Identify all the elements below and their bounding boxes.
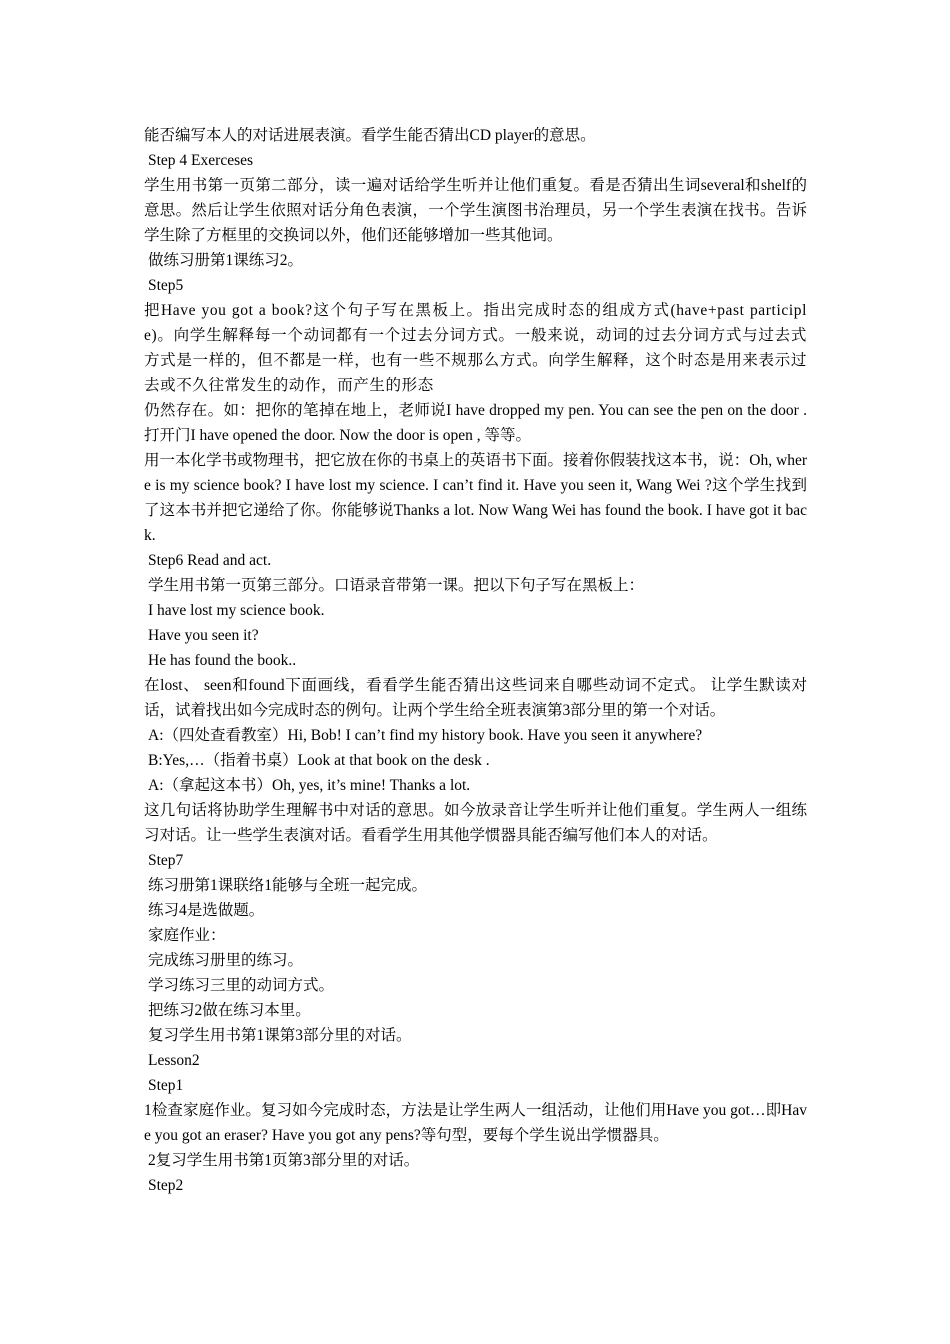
heading-step5: Step5 (148, 277, 184, 294)
homework-item-2: 学习练习三里的动词方式。 (148, 977, 335, 994)
dialogue-line-b: B:Yes,…（指着书桌）Look at that book on the desk . (148, 752, 490, 769)
heading-lesson2-step1: Step1 (148, 1077, 184, 1094)
paragraph-workbook-1: 做练习册第1课练习2。 (148, 252, 304, 269)
document-page (144, 123, 807, 1198)
sentence-3: He has found the book.. (148, 652, 297, 669)
paragraph-step6-body: 在lost、 seen和found下面画线，看看学生能否猜出这些词来自哪些动词不定式。 让学生默读对话，试着找出如今完成时态的例句。让两个学生给全班表演第3部分里的第一个对话。 (144, 677, 807, 719)
heading-step4: Step 4 Exerceses (148, 152, 254, 169)
dialogue-line-a2: A:（拿起这本书）Oh, yes, it’s mine! Thanks a lot. (148, 777, 471, 794)
heading-step7: Step7 (148, 852, 184, 869)
paragraph-1: 能否编写本人的对话进展表演。看学生能否猜出CD player的意思。 (144, 127, 596, 144)
dialogue-line-a1: A:（四处查看教室）Hi, Bob! I can’t find my history book. Have you seen it anywhere? (148, 727, 703, 744)
heading-step6: Step6 Read and act. (148, 552, 272, 569)
paragraph-step6-intro: 学生用书第一页第三部分。口语录音带第一课。把以下句子写在黑板上： (148, 577, 645, 594)
paragraph-lesson2-step1-2: 2复习学生用书第1页第3部分里的对话。 (148, 1152, 420, 1169)
heading-lesson2-step2: Step2 (148, 1177, 184, 1194)
paragraph-step6-practice: 这几句话将协助学生理解书中对话的意思。如今放录音让学生听并让他们重复。学生两人一组练习对话。让一些学生表演对话。看看学生用其他学惯器具能否编写他们本人的对话。 (144, 802, 807, 844)
heading-lesson2: Lesson2 (148, 1052, 200, 1069)
homework-item-1: 完成练习册里的练习。 (148, 952, 304, 969)
paragraph-step5-example: 仍然存在。如：把你的笔掉在地上，老师说I have dropped my pen. You can see the pen on the door .打开门I have opened the door. Now the door is open , 等等。 (144, 402, 807, 444)
homework-item-3: 把练习2做在练习本里。 (148, 1002, 311, 1019)
paragraph-step5-body: 把Have you got a book?这个句子写在黑板上。指出完成时态的组成方式(have+past participle)。向学生解释每一个动词都有一个过去分词方式。一般来说，动词的过去分词方式与过去式方式是一样的，但不都是一样，也有一些不规那么方式。向学生解释，这个时态是用来表示过去或不久往常发生的动作，而产生的形态 (144, 302, 807, 394)
paragraph-step5-demo: 用一本化学书或物理书，把它放在你的书桌上的英语书下面。接着你假装找这本书，说：Oh, where is my science book? I have lost my science. I can’t find it. Have you seen it, Wang Wei ?这个学生找到了这本书并把它递给了你。你能够说Thanks a lot. Now Wang Wei has found the book. I have got it back. (144, 452, 807, 544)
paragraph-step7-1: 练习册第1课联络1能够与全班一起完成。 (148, 877, 428, 894)
sentence-1: I have lost my science book. (148, 602, 325, 619)
homework-item-4: 复习学生用书第1课第3部分里的对话。 (148, 1027, 412, 1044)
paragraph-step4-body: 学生用书第一页第二部分，读一遍对话给学生听并让他们重复。看是否猜出生词several和shelf的意思。然后让学生依照对话分角色表演，一个学生演图书治理员，另一个学生表演在找书。告诉学生除了方框里的交换词以外，他们还能够增加一些其他词。 (144, 177, 807, 244)
sentence-2: Have you seen it? (148, 627, 259, 644)
paragraph-lesson2-step1-1: 1检查家庭作业。复习如今完成时态，方法是让学生两人一组活动，让他们用Have you got…即Have you got an eraser? Have you got any pens?等句型，要每个学生说出学惯器具。 (144, 1102, 807, 1144)
paragraph-step7-2: 练习4是选做题。 (148, 902, 265, 919)
heading-homework: 家庭作业： (148, 927, 226, 944)
